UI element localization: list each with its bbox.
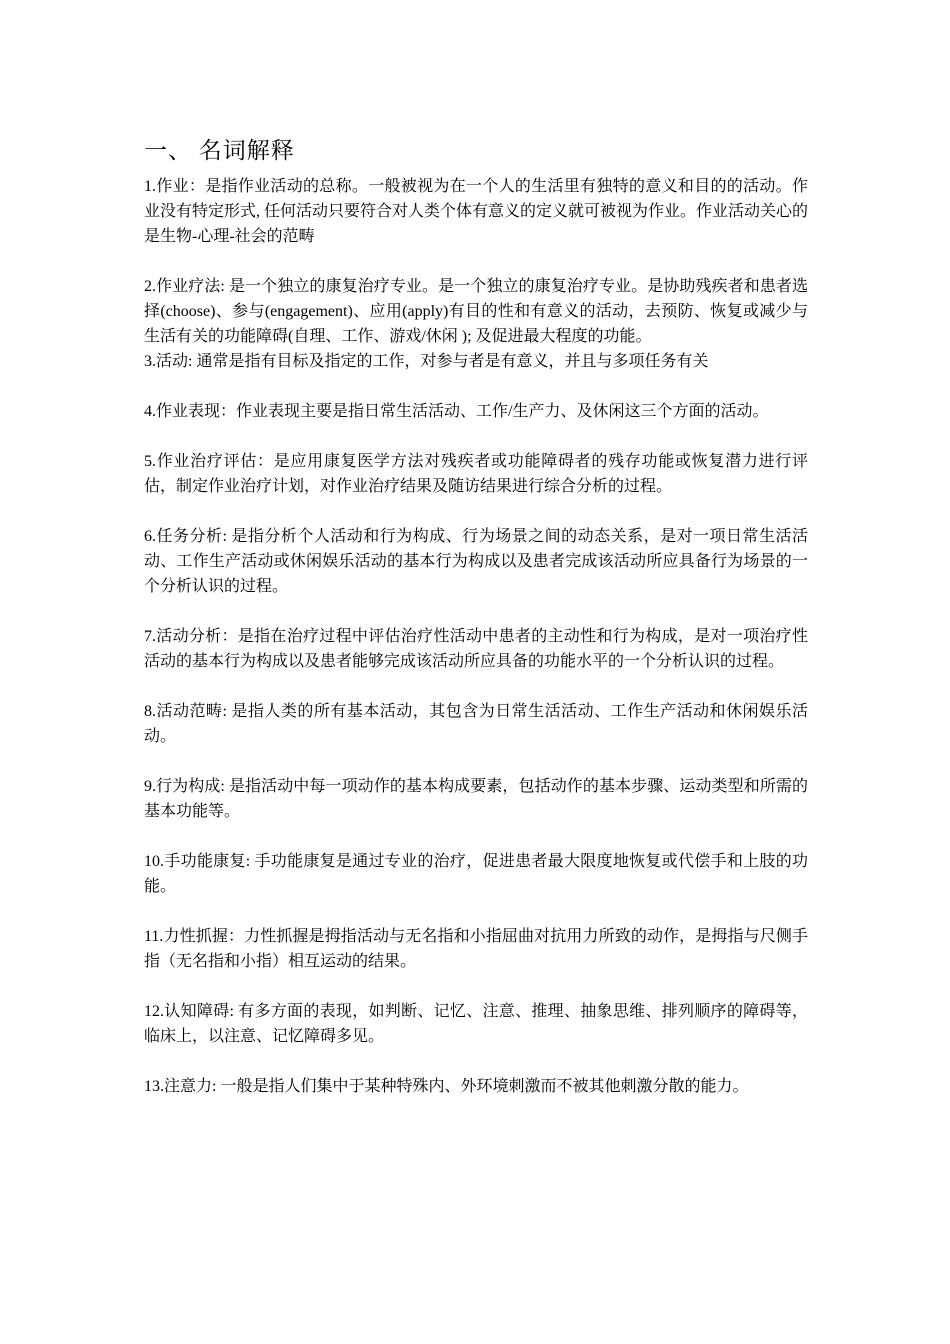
definition-entry-3: 3.活动: 通常是指有目标及指定的工作，对参与者是有意义，并且与多项任务有关: [144, 353, 709, 370]
section-heading: 一、 名词解释: [144, 138, 295, 163]
definition-entry-6: 6.任务分析: 是指分析个人活动和行为构成、行为场景之间的动态关系，是对一项日常生活活动、工作生产活动或休闲娱乐活动的基本行为构成以及患者完成该活动所应具备行为场景的一个分析认识的过程。: [144, 528, 808, 595]
definition-entry-5: 5.作业治疗评估：是应用康复医学方法对残疾者或功能障碍者的残存功能或恢复潜力进行评估，制定作业治疗计划，对作业治疗结果及随访结果进行综合分析的过程。: [144, 453, 808, 495]
paragraph-spacer: [144, 374, 808, 399]
document-content: [144, 136, 808, 1099]
paragraph-spacer: [144, 599, 808, 624]
definition-entry-9: 9.行为构成: 是指活动中每一项动作的基本构成要素，包括动作的基本步骤、运动类型和所需的基本功能等。: [144, 778, 808, 820]
paragraph-spacer: [144, 499, 808, 524]
definition-entry-12: 12.认知障碍: 有多方面的表现，如判断、记忆、注意、推理、抽象思维、排列顺序的障碍等，临床上，以注意、记忆障碍多见。: [144, 1003, 808, 1045]
definition-entry-10: 10.手功能康复: 手功能康复是通过专业的治疗，促进患者最大限度地恢复或代偿手和上肢的功能。: [144, 853, 808, 895]
paragraph-spacer: [144, 824, 808, 849]
paragraph-spacer: [144, 674, 808, 699]
definition-entry-8: 8.活动范畴: 是指人类的所有基本活动，其包含为日常生活活动、工作生产活动和休闲娱乐活动。: [144, 703, 808, 745]
paragraph-spacer: [144, 974, 808, 999]
definition-entry-13: 13.注意力: 一般是指人们集中于某种特殊内、外环境刺激而不被其他刺激分散的能力。: [144, 1078, 749, 1095]
paragraph-spacer: [144, 1049, 808, 1074]
definition-entry-11: 11.力性抓握：力性抓握是拇指活动与无名指和小指屈曲对抗用力所致的动作，是拇指与尺侧手指（无名指和小指）相互运动的结果。: [144, 928, 808, 970]
paragraph-spacer: [144, 749, 808, 774]
definition-entry-4: 4.作业表现：作业表现主要是指日常生活活动、工作/生产力、及休闲这三个方面的活动。: [144, 403, 769, 420]
paragraph-spacer: [144, 424, 808, 449]
definition-entry-2: 2.作业疗法: 是一个独立的康复治疗专业。是一个独立的康复治疗专业。是协助残疾者和患者选择(choose)、参与(engagement)、应用(apply)有目的性和有意义的活动，去预防、恢复或减少与生活有关的功能障碍(自理、工作、游戏/休闲 ); 及促进最大程度的功能。: [144, 278, 808, 345]
paragraph-spacer: [144, 249, 808, 274]
definition-entry-7: 7.活动分析：是指在治疗过程中评估治疗性活动中患者的主动性和行为构成，是对一项治疗性活动的基本行为构成以及患者能够完成该活动所应具备的功能水平的一个分析认识的过程。: [144, 628, 808, 670]
definition-entry-1: 1.作业：是指作业活动的总称。一般被视为在一个人的生活里有独特的意义和目的的活动。作业没有特定形式, 任何活动只要符合对人类个体有意义的定义就可被视为作业。作业活动关心的是生物-心理-社会的范畴: [144, 178, 809, 245]
paragraph-spacer: [144, 899, 808, 924]
